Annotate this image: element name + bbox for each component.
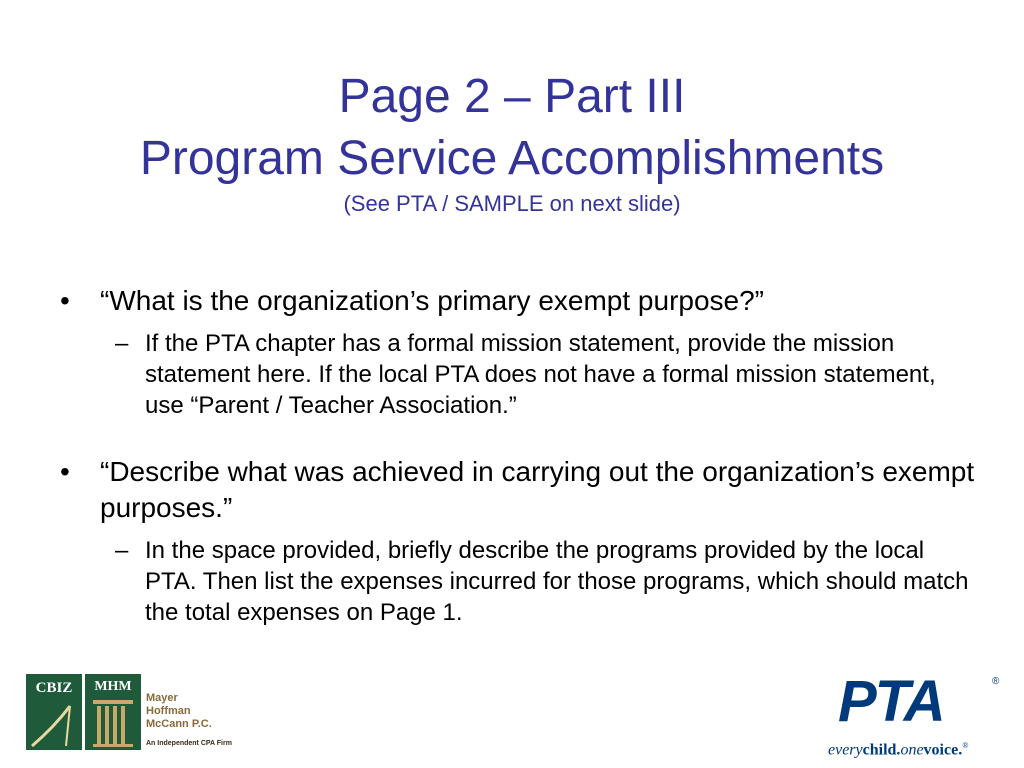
sub-bullet-text: In the space provided, briefly describe the programs provided by the local PTA. Then list the expenses incurred for those programs, which should match the total expenses on Page 1. — [145, 537, 969, 626]
firm-name-line: Hoffman — [146, 705, 191, 717]
pta-logo — [828, 669, 1010, 760]
cbiz-mhm-logo — [26, 674, 238, 750]
mhm-logo-text: MHM — [94, 679, 132, 694]
cbiz-logo — [26, 674, 82, 750]
cbiz-swoosh-icon — [26, 674, 82, 750]
firm-tagline: An Independent CPA Firm — [146, 740, 232, 747]
tagline-part: every — [828, 741, 863, 759]
tagline-part: one — [900, 741, 924, 759]
bullet-text: “What is the organization’s primary exempt purpose?” — [100, 285, 765, 316]
title-line-1: Page 2 – Part III — [338, 70, 686, 123]
column-icon — [85, 674, 141, 750]
pta-registered-mark: ® — [992, 676, 1000, 687]
cbiz-logo-text: CBIZ — [35, 680, 73, 696]
slide-title — [0, 66, 1024, 218]
bullet-text: “Describe what was achieved in carrying out the organization’s exempt purposes.” — [100, 456, 975, 523]
pta-wordmark: PTA — [838, 669, 944, 734]
sub-bullet-marker: – — [115, 537, 129, 564]
tagline-part: child. — [862, 741, 901, 759]
title-subtitle: (See PTA / SAMPLE on next slide) — [343, 191, 681, 216]
sub-bullet-item — [60, 535, 980, 628]
bullet-item — [60, 283, 980, 319]
tagline-registered-mark: ® — [962, 741, 969, 750]
bullet-marker: • — [60, 285, 70, 316]
sub-bullet-item — [60, 328, 980, 421]
slide-body — [60, 283, 980, 628]
sub-bullet-text: If the PTA chapter has a formal mission statement, provide the mission statement here. If the local PTA does not have a formal mission statement, use “Parent / Teacher Association.” — [145, 330, 936, 419]
bullet-marker: • — [60, 456, 70, 487]
title-line-2: Program Service Accomplishments — [139, 132, 885, 185]
tagline-part: voice. — [923, 741, 963, 759]
bullet-item — [60, 454, 980, 526]
pta-tagline — [828, 736, 968, 760]
firm-name-line: Mayer — [146, 692, 178, 704]
sub-bullet-marker: – — [115, 330, 129, 357]
firm-name — [146, 692, 212, 731]
mhm-logo — [85, 674, 141, 750]
firm-name-line: McCann P.C. — [146, 718, 212, 730]
